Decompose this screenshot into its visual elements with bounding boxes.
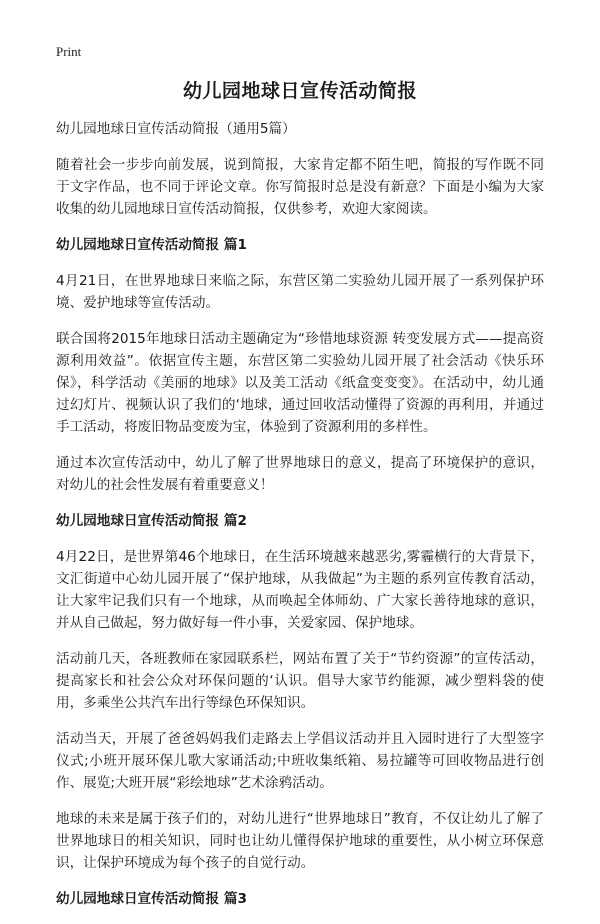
intro-paragraph: 随着社会一步步向前发展，说到简报，大家肯定都不陌生吧，简报的写作既不同于文字作品，也不同于评论文章。你写简报时总是没有新意？下面是小编为大家收集的幼儿园地球日宣传活动简报，仅供参考，欢迎大家阅读。 [56,157,544,217]
section-2-paragraph-2: 活动前几天，各班教师在家园联系栏，网站布置了关于“节约资源”的宣传活动，提高家长和社会公众对环保问题的‘认识。倡导大家节约能源，减少塑料袋的使用，多乘坐公共汽车出行等绿色环保知识。 [56,651,544,711]
document-subtitle: 幼儿园地球日宣传活动简报（通用5篇） [56,121,296,137]
page-title: 幼儿园地球日宣传活动简报 [182,80,417,102]
document-body [56,118,544,924]
section-2-heading: 幼儿园地球日宣传活动简报 篇2 [56,513,247,529]
section-1-paragraph-2: 联合国将2015年地球日活动主题确定为“珍惜地球资源 转变发展方式——提高资源利用效益”。依据宣传主题，东营区第二实验幼儿园开展了社会活动《快乐环保》，科学活动《美丽的地球》以及美工活动《纸盒变变变》。在活动中，幼儿通过幻灯片、视频认识了我们的‘地球，通过回收活动懂得了资源的再利用，并通过手工活动，将废旧物品变废为宝，体验到了资源利用的多样性。 [56,331,544,435]
section-1-heading: 幼儿园地球日宣传活动简报 篇1 [56,237,247,253]
section-1-paragraph-1: 4月21日，在世界地球日来临之际，东营区第二实验幼儿园开展了一系列保护环境、爱护地球等宣传活动。 [56,273,544,311]
section-3-heading: 幼儿园地球日宣传活动简报 篇3 [56,891,247,907]
print-link[interactable]: Print [56,44,82,59]
section-2-paragraph-1: 4月22日，是世界第46个地球日，在生活环境越来越恶劣,雾霾横行的大背景下，文汇街道中心幼儿园开展了“保护地球，从我做起”为主题的系列宣传教育活动，让大家牢记我们只有一个地球，从而唤起全体师幼、广大家长善待地球的意识，并从自己做起，努力做好每一件小事，关爱家园、保护地球。 [56,549,544,631]
section-2-paragraph-4: 地球的未来是属于孩子们的，对幼儿进行“世界地球日”教育，不仅让幼儿了解了世界地球日的相关知识，同时也让幼儿懂得保护地球的重要性，从小树立环保意识，让保护环境成为每个孩子的自觉行动。 [56,811,544,871]
section-1-paragraph-3: 通过本次宣传活动中，幼儿了解了世界地球日的意义，提高了环境保护的意识，对幼儿的社会性发展有着重要意义！ [56,455,544,493]
section-2-paragraph-3: 活动当天，开展了爸爸妈妈我们走路去上学倡议活动并且入园时进行了大型签字仪式;小班开展环保儿歌大家诵活动;中班收集纸箱、易拉罐等可回收物品进行创作、展览;大班开展“彩绘地球”艺术涂鸦活动。 [56,731,544,791]
